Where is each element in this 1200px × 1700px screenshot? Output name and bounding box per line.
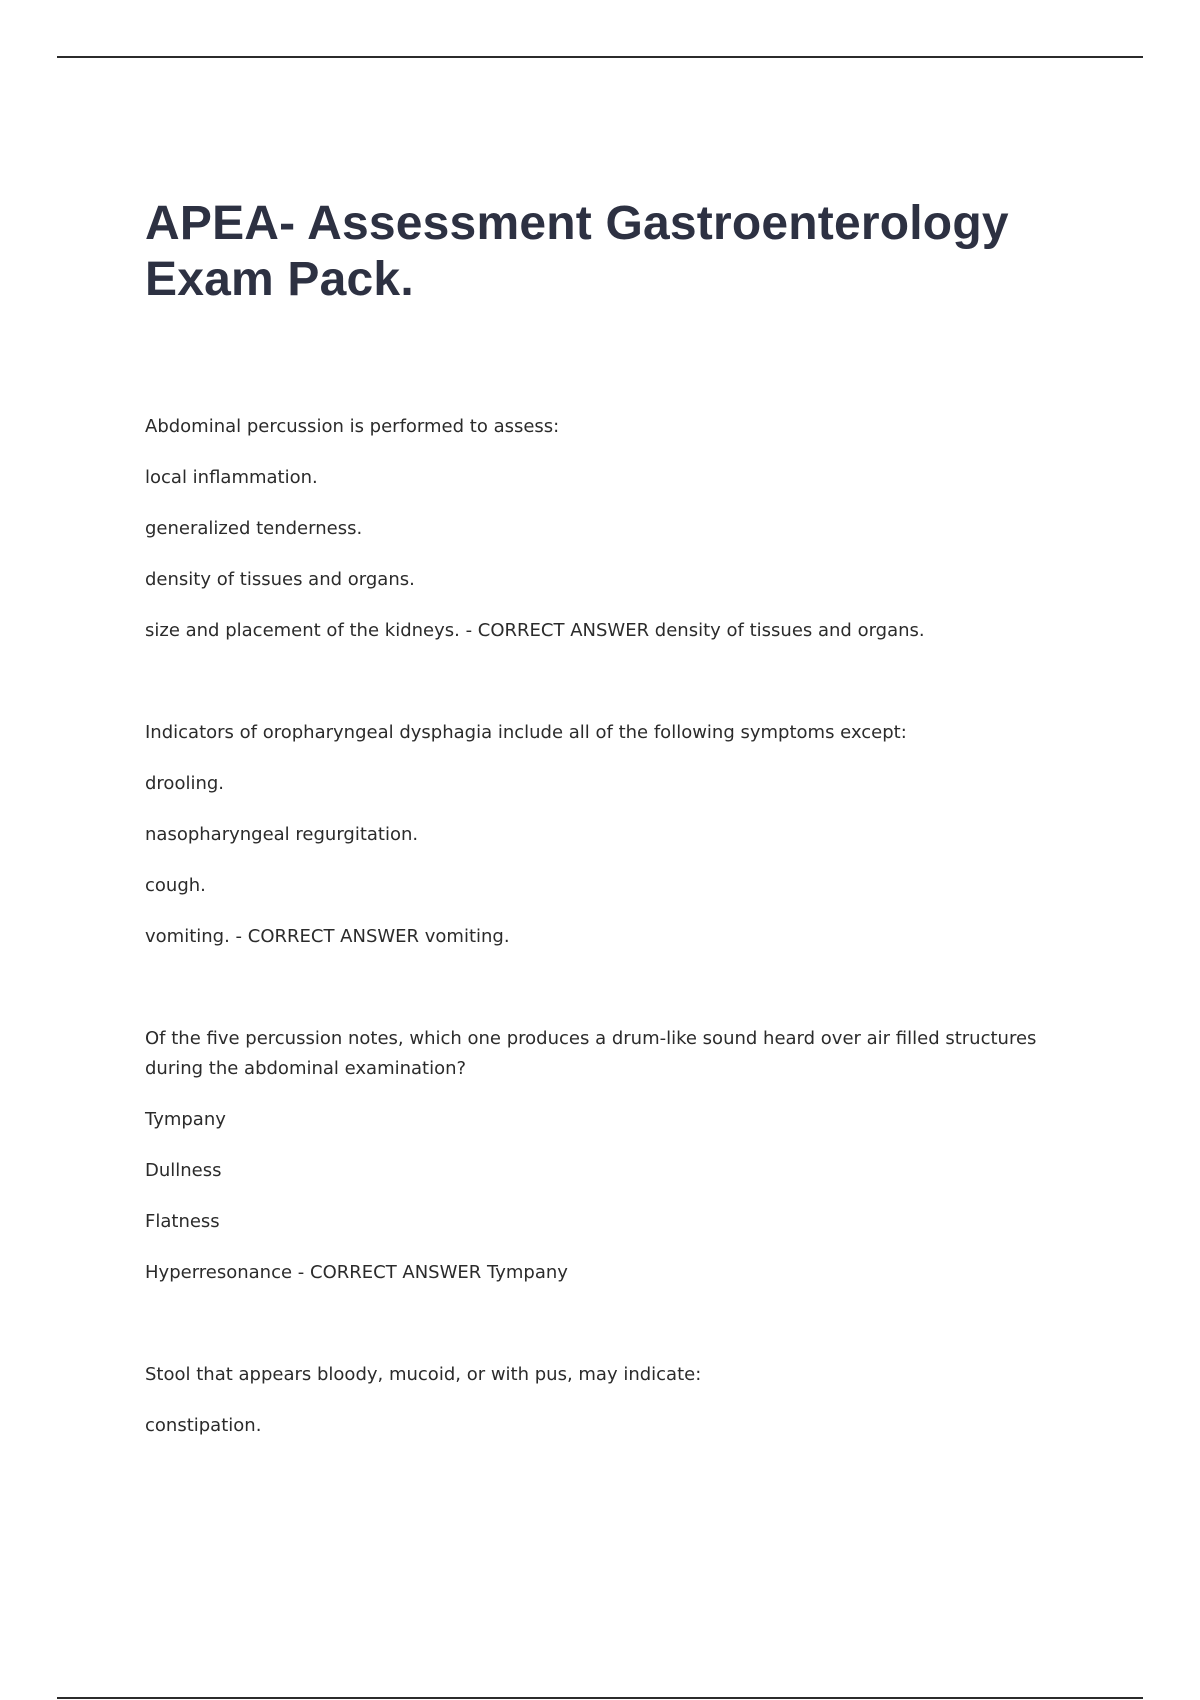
answer-option: Hyperresonance - CORRECT ANSWER Tympany bbox=[145, 1262, 568, 1283]
answer-option: density of tissues and organs. bbox=[145, 569, 415, 590]
header-rule bbox=[57, 56, 1143, 58]
answer-option: Flatness bbox=[145, 1211, 220, 1232]
question-text: Indicators of oropharyngeal dysphagia include all of the following symptoms except: bbox=[145, 722, 907, 743]
question-text: Of the five percussion notes, which one produces a drum-like sound heard over air filled structures during the abdominal examination? bbox=[145, 1028, 1037, 1079]
answer-option: nasopharyngeal regurgitation. bbox=[145, 824, 419, 845]
question-text: Stool that appears bloody, mucoid, or with pus, may indicate: bbox=[145, 1364, 702, 1385]
footer-rule bbox=[57, 1697, 1143, 1699]
question-block bbox=[145, 1360, 1065, 1441]
answer-option: Dullness bbox=[145, 1160, 222, 1181]
answer-option: Tympany bbox=[145, 1109, 226, 1130]
question-block bbox=[145, 718, 1065, 952]
answer-option: constipation. bbox=[145, 1415, 262, 1436]
question-block bbox=[145, 1024, 1065, 1288]
answer-option: vomiting. - CORRECT ANSWER vomiting. bbox=[145, 926, 510, 947]
document-title: APEA- Assessment Gastroenterology Exam Pack. bbox=[145, 197, 1009, 306]
answer-option: local inflammation. bbox=[145, 467, 318, 488]
answer-option: drooling. bbox=[145, 773, 225, 794]
question-text: Abdominal percussion is performed to assess: bbox=[145, 416, 560, 437]
answer-option: cough. bbox=[145, 875, 206, 896]
answer-option: size and placement of the kidneys. - CORRECT ANSWER density of tissues and organs. bbox=[145, 620, 925, 641]
question-list bbox=[145, 412, 1065, 1513]
question-block bbox=[145, 412, 1065, 646]
answer-option: generalized tenderness. bbox=[145, 518, 363, 539]
